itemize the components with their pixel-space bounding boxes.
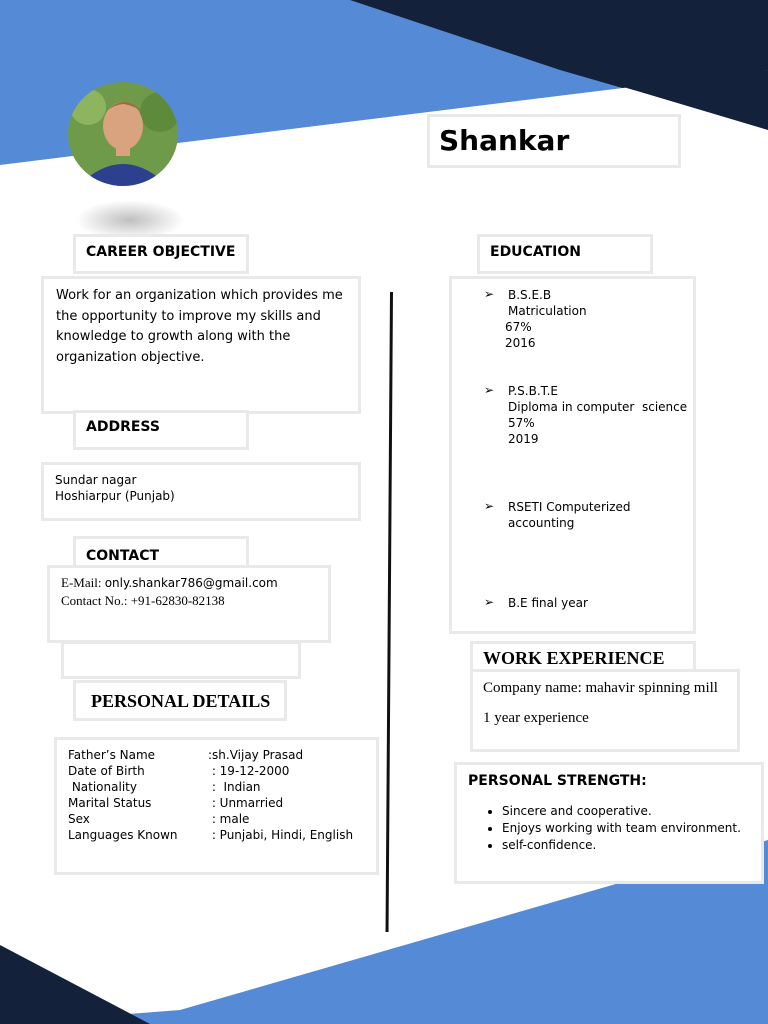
education-institution: P.S.B.T.E [508,384,558,398]
phone-value[interactable]: +91-62830-82138 [130,593,225,608]
arrow-bullet-icon: ➢ [484,287,495,301]
education-entry [508,595,588,611]
address-line: Hoshiarpur (Punjab) [55,489,175,503]
career-objective-line: knowledge to growth along with the [56,329,291,344]
email-value[interactable]: only.shankar786@gmail.com [104,576,278,590]
education-score: 67% [505,320,532,334]
detail-label: Sex [68,812,90,826]
education-course: Diploma in computer science [508,400,688,414]
arrow-bullet-icon: ➢ [484,383,495,397]
experience-duration: 1 year experience [483,710,589,726]
work-experience-box [470,669,740,752]
personal-detail-row [68,763,376,779]
career-objective-line: Work for an organization which provides me [56,288,343,303]
personal-strength-box [454,762,764,884]
address-line: Sundar nagar [55,473,137,487]
detail-label: Date of Birth [68,764,145,778]
personal-detail-row [68,795,376,811]
personal-details-heading: PERSONAL DETAILS [91,691,271,711]
education-institution: B.E final year [508,596,588,610]
address-heading: ADDRESS [86,419,160,435]
company-name: Company name: mahavir spinning mill [483,680,718,696]
arrow-bullet-icon: ➢ [484,595,495,609]
education-entry [505,287,587,351]
education-box [449,276,696,634]
list-item: • Enjoys working with team environment. [502,820,761,837]
career-objective-line: the opportunity to improve my skills and [56,308,321,324]
personal-details-box [54,737,379,875]
address-box [41,462,361,521]
education-heading-box [477,234,653,274]
detail-label: Father’s Name [68,748,156,762]
email-label: E-Mail: [61,575,105,590]
detail-value: : Unmarried [208,796,284,810]
education-year: 2019 [508,432,539,446]
education-year: 2016 [505,336,536,350]
personal-detail-row [68,811,376,827]
phone-label: Contact No.: [61,593,131,608]
strength-list [468,803,761,854]
detail-value: : Indian [208,780,261,794]
work-experience-heading: WORK EXPERIENCE [483,648,665,668]
detail-label: Languages Known [68,828,178,842]
education-heading: EDUCATION [490,244,581,260]
detail-value: : 19-12-2000 [208,764,290,778]
list-item: • self-confidence. [502,837,761,854]
education-course: accounting [508,516,575,530]
education-institution: B.S.E.B [508,288,552,302]
personal-detail-row [68,827,376,843]
address-heading-box [73,410,249,450]
arrow-bullet-icon: ➢ [484,499,495,513]
education-institution: RSETI Computerized [508,500,631,514]
detail-value: : Punjabi, Hindi, English [208,828,354,842]
detail-label: Marital Status [68,796,152,810]
detail-value: : male [208,812,250,826]
personal-detail-row [68,779,376,795]
career-objective-heading-box [73,234,249,274]
detail-label: Nationality [68,780,137,794]
contact-heading: CONTACT [86,548,160,564]
personal-strength-heading: PERSONAL STRENGTH: [468,773,647,789]
detail-value: :sh.Vijay Prasad [208,748,304,762]
education-entry [508,383,687,447]
career-objective-line: organization objective. [56,349,205,365]
empty-box [61,641,301,679]
education-entry [508,499,631,531]
career-objective-heading: CAREER OBJECTIVE [86,244,236,260]
education-course: Matriculation [508,304,587,318]
personal-detail-row [68,747,376,763]
career-objective-box [41,276,361,414]
personal-details-heading-box [73,680,287,721]
list-item: • Sincere and cooperative. [502,803,761,820]
avatar [68,82,178,186]
education-score: 57% [508,416,535,430]
candidate-name: Shankar [439,124,570,157]
name-box [427,114,681,168]
contact-box [47,565,331,643]
